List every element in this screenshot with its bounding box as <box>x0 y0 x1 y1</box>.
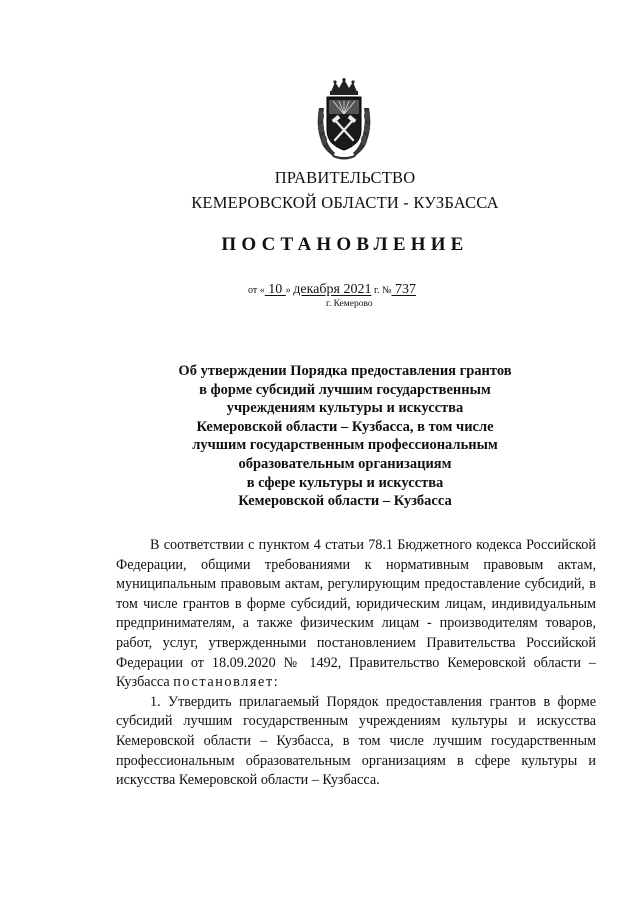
title-line: Об утверждении Порядка предоставления грантов <box>178 363 512 379</box>
document-type-heading: ПОСТАНОВЛЕНИЕ <box>221 234 469 255</box>
title-line: лучшим государственным профессиональным <box>192 437 498 454</box>
date-mid: » <box>285 285 294 296</box>
body-paragraph-preamble <box>116 536 596 693</box>
title-line: образовательным организациям <box>238 455 452 472</box>
title-line: учреждениям культуры и искусства <box>226 400 464 417</box>
resolves-word: постановляет: <box>173 674 280 691</box>
date-year-suffix: г. <box>371 285 380 296</box>
document-dateline <box>248 281 416 298</box>
number-label: № <box>379 285 392 296</box>
title-line: в форме субсидий лучшим государственным <box>199 381 491 398</box>
government-name-line-1: ПРАВИТЕЛЬСТВО <box>274 168 416 187</box>
document-number: 737 <box>391 282 416 297</box>
date-day: 10 <box>264 282 286 297</box>
document-body <box>116 536 596 791</box>
date-prefix: от « <box>248 285 265 296</box>
body-paragraph-item-1: 1. Утвердить прилагаемый Порядок предоставления грантов в форме субсидий лучшим государственным учреждениям культуры и искусства Кемеровской области – Кузбасса, в том числе лучшим государственным профессиональным образовательным организациям в сфере культуры и искусства Кемеровской области – Кузбасса. <box>116 693 596 789</box>
title-line: Кемеровской области – Кузбасса, в том числе <box>196 418 494 435</box>
kemerovo-coat-of-arms-icon <box>313 78 375 160</box>
title-line: в сфере культуры и искусства <box>246 474 444 491</box>
date-month-year: декабря 2021 <box>293 282 372 297</box>
document-city: г. Кемерово <box>326 299 373 309</box>
document-title <box>160 362 530 511</box>
title-line: Кемеровской области – Кузбасса <box>238 493 452 510</box>
preamble-text: В соответствии с пунктом 4 статьи 78.1 Бюджетного кодекса Российской Федерации, общими требованиями к нормативным правовым актам, муниципальным правовым актам, регулирующим предоставление субсидий, в том числе грантов в форме субсидий, юридическим лицам, индивидуальным предпринимателям, а также физическим лицам - производителям товаров, работ, услуг, утвержденными постановлением Правительства Российской Федерации от 18.09.2020 № 1492, Правительство Кемеровской области – Кузбасса <box>116 537 596 691</box>
government-name-line-2: КЕМЕРОВСКОЙ ОБЛАСТИ - КУЗБАССА <box>191 193 499 212</box>
